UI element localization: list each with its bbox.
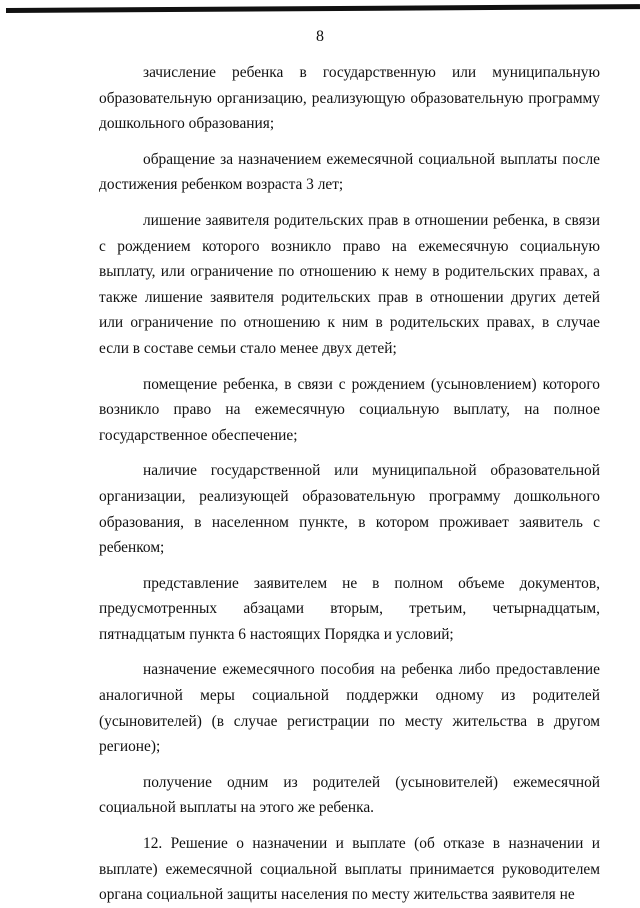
- paragraph-duplicate-payment: получение одним из родителей (усыновителей) ежемесячной социальной выплаты на этого же ребенка.: [99, 773, 600, 817]
- paragraph-kindergarten-availability: наличие государственной или муниципальной образовательной организации, реализующей образовательную программу дошкольного образования, в населенном пункте, в котором проживает заявитель с ребенком;: [99, 462, 600, 557]
- document-body: [99, 60, 600, 908]
- paragraph-section-12-decision: 12. Решение о назначении и выплате (об отказе в назначении и выплате) ежемесячной социальной выплаты принимается руководителем органа социальной защиты населения по месту жительства заявителя не: [99, 835, 600, 904]
- paragraph-parental-rights-deprivation: лишение заявителя родительских прав в отношении ребенка, в связи с рождением которого возникло право на ежемесячную социальную выплату, или ограничение по отношению к нему в родительских правах, а также лишение заявителя родительских прав в отношении других детей или ограничение по отношению к ним в родительских правах, в случае если в составе семьи стало менее двух детей;: [99, 211, 600, 357]
- paragraph-incomplete-documents: представление заявителем не в полном объеме документов, предусмотренных абзацами вторым, третьим, четырнадцатым, пятнадцатым пункта 6 настоящих Порядка и условий;: [99, 574, 600, 643]
- paragraph-state-support-placement: помещение ребенка, в связи с рождением (усыновлением) которого возникло право на ежемесячную социальную выплату, на полное государственное обеспечение;: [99, 375, 600, 444]
- top-border-line: [6, 4, 640, 13]
- paragraph-application-after-age-3: обращение за назначением ежемесячной социальной выплаты после достижения ребенком возраста 3 лет;: [99, 150, 600, 194]
- page-number: 8: [316, 28, 324, 45]
- paragraph-preschool-enrollment: зачисление ребенка в государственную или муниципальную образовательную организацию, реализующую образовательную программу дошкольного образования;: [99, 64, 600, 133]
- paragraph-monthly-allowance: назначение ежемесячного пособия на ребенка либо предоставление аналогичной меры социальной поддержки одному из родителей (усыновителей) (в случае регистрации по месту жительства в другом регионе);: [99, 661, 600, 756]
